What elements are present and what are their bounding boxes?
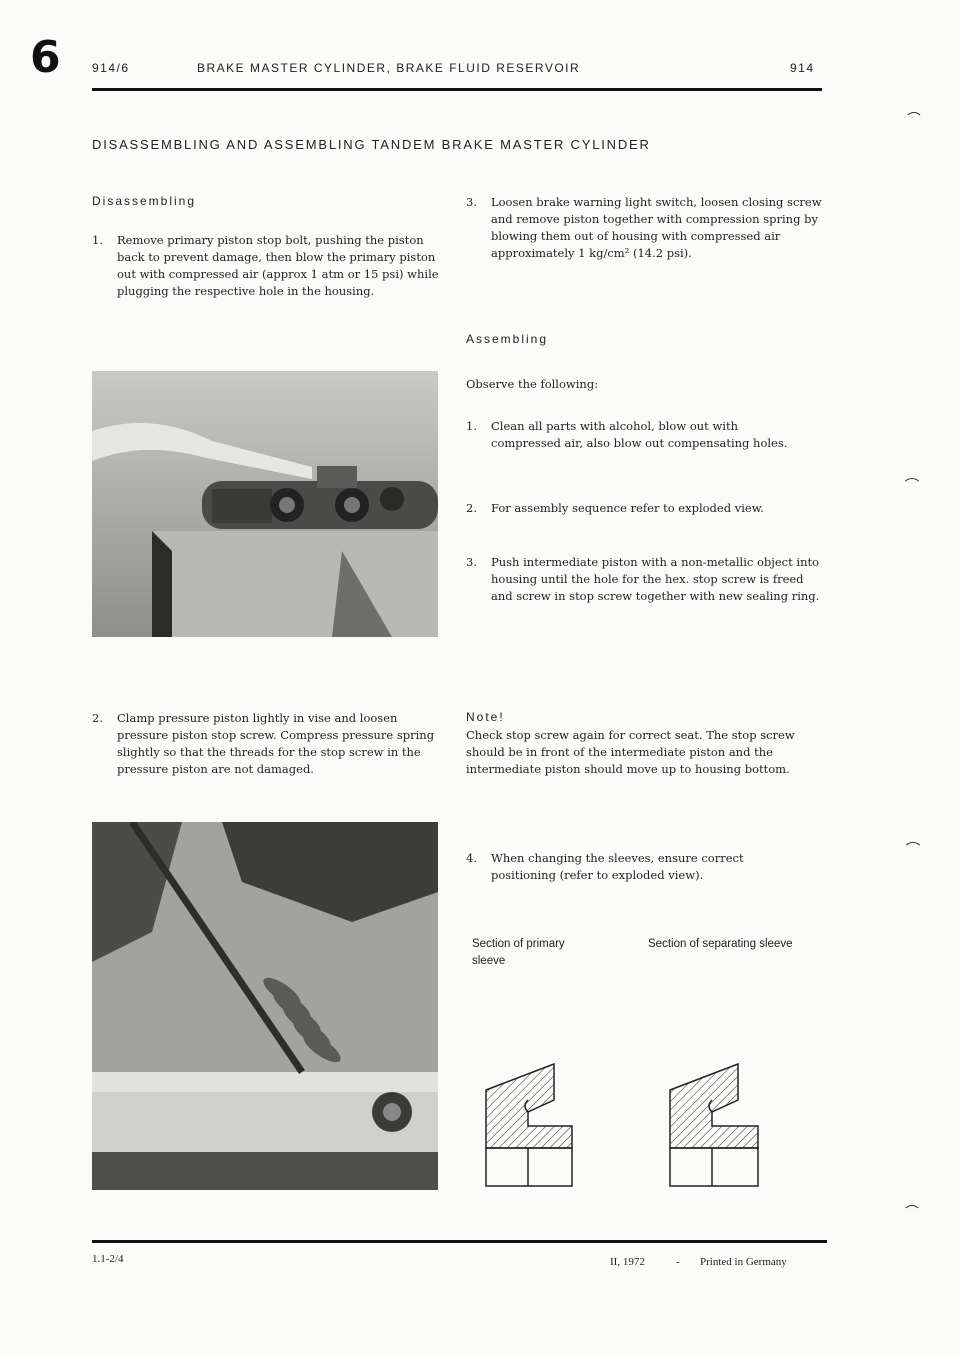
header-code-right: 914 [790,61,815,75]
disassembling-heading: Disassembling [92,194,197,208]
step-text: Loosen brake warning light switch, loosen closing screw and remove piston together with compression spring by blowing them out of housing with compressed air approximately 1 kg/cm² (14.2 psi). [491,195,822,260]
footer-dash: - [676,1256,680,1268]
separating-sleeve-label: Section of separating sleeve [648,938,793,950]
step-number: 3. [466,555,477,569]
margin-mark [905,112,923,130]
step-number: 1. [92,233,103,247]
master-cylinder-illustration [92,371,438,637]
assembly-step-2 [466,500,821,517]
disassembly-step-2 [92,710,447,778]
step-number: 2. [466,501,477,515]
step-text: Push intermediate piston with a non-metallic object into housing until the hole for the hex. stop screw is freed and screw in stop screw together with new sealing ring. [491,555,820,603]
section-number: 6 [30,32,61,83]
header-rule [92,88,822,91]
master-cylinder-photo-2 [92,822,438,1190]
margin-mark [902,478,922,498]
primary-sleeve-label: Section of primary sleeve [472,938,565,967]
step-text: For assembly sequence refer to exploded view. [491,501,764,515]
step-text: Clean all parts with alcohol, blow out with compressed air, also blow out compensating holes. [491,419,788,450]
assembly-step-3 [466,554,821,605]
header-code-left: 914/6 [92,61,130,75]
note-text: Check stop screw again for correct seat. The stop screw should be in front of the intermediate piston and the intermediate piston should move up to housing bottom. [466,728,795,776]
assembly-step-4 [466,850,811,884]
footer-rule [92,1240,827,1243]
disassembly-step-3 [466,194,841,262]
step-number: 4. [466,851,477,865]
step-number: 1. [466,419,477,433]
step-text: Remove primary piston stop bolt, pushing the piston back to prevent damage, then blow the primary piston out with compressed air (approx 1 atm or 15 psi) while plugging the respective hole in the housing. [117,233,439,298]
footer-page-code: 1.1-2/4 [92,1253,124,1265]
step-text: When changing the sleeves, ensure correct positioning (refer to exploded view). [491,851,744,882]
separating-sleeve-diagram [652,1060,772,1190]
assembly-step-1 [466,418,811,452]
assembling-heading: Assembling [466,332,549,346]
note-heading: Note! [466,710,505,724]
margin-mark [903,1205,921,1223]
assembling-intro: Observe the following: [466,377,599,391]
footer-date: II, 1972 [610,1256,645,1268]
piston-spring-illustration [92,822,438,1190]
primary-sleeve-diagram [476,1060,586,1190]
step-number: 2. [92,711,103,725]
page-title: DISASSEMBLING AND ASSEMBLING TANDEM BRAKE MASTER CYLINDER [92,137,651,152]
footer-printed: Printed in Germany [700,1256,787,1268]
master-cylinder-photo-1 [92,371,438,637]
step-text: Clamp pressure piston lightly in vise and loosen pressure piston stop screw. Compress pressure spring slightly so that the threads for the stop screw in the pressure piston are not damaged. [117,711,435,776]
margin-mark [903,842,923,862]
disassembly-step-1 [92,232,447,300]
header-title: BRAKE MASTER CYLINDER, BRAKE FLUID RESERVOIR [197,61,581,75]
step-number: 3. [466,195,477,209]
